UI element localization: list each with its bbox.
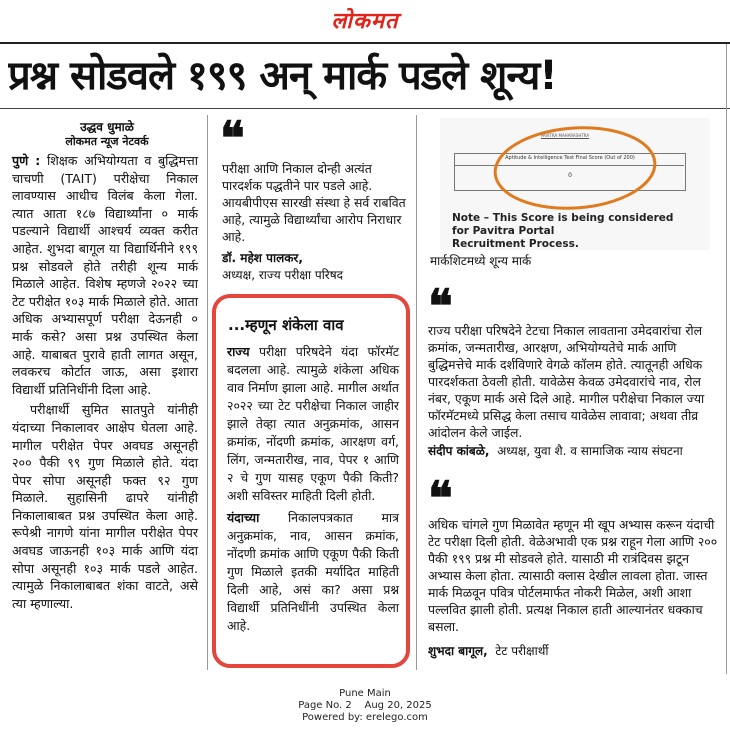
quote-mark-icon: ❝ — [220, 111, 245, 165]
byline-agency: लोकमत न्यूज नेटवर्क — [65, 135, 149, 148]
quote-palkar-name: डॉ. महेश पालकर, — [222, 251, 303, 265]
sidebar-box-para2-lead: यंदाच्या — [227, 510, 260, 525]
column-divider-left — [207, 115, 208, 670]
quote-line: नंबर, एकूण मार्क असे दिले आहे. मागील परीक्षेचा निकाल ज्या — [428, 391, 705, 406]
article-line: पडल्याने विद्यार्थी आश्चर्य व्यक्त करीत — [12, 223, 198, 239]
quote-line: फॉरमॅटमध्ये प्रसिद्ध केला तसाच यावेळेस लावावा; अथवा तीव्र — [428, 408, 699, 423]
article-line: हाती लागत असून, लवकरच कोर्टात — [12, 346, 198, 380]
quote-palkar-text — [222, 160, 410, 245]
article-line: जाऊ, असा इशारा विद्यार्थी प्रतिनिधींनी — [12, 364, 198, 397]
sidebar-box-line: नोंदणी क्रमांक आणि एकूण पैकी — [227, 546, 372, 561]
article-line: यांना मागील परीक्षेत पेपर अवघड — [12, 525, 198, 559]
sidebar-box-line: मागील अर्थात २०२२ च्या टेट — [227, 380, 399, 413]
page-edge-line — [726, 44, 727, 674]
sidebar-box-line: बदलला आहे. त्यामुळे शंकेला — [227, 362, 363, 377]
article-line: यंदाच्या निकालावर आक्षेप घेतला आहे. — [12, 419, 198, 435]
quote-kamble-designation: अध्यक्ष, युवा शै. व सामाजिक न्याय संघटना — [497, 444, 683, 458]
quote-line: रोल क्रमांक, जन्मतारीख, आरक्षण, अभियोग्यतेचे मार्क आणि — [428, 323, 703, 355]
article-left-column — [12, 152, 198, 612]
article-line: शिक्षक अभियोग्यता व बुद्धिमत्ता — [46, 153, 198, 168]
sidebar-box-line: केला आहे. — [227, 600, 399, 633]
marksheet-table-value: 0 — [568, 172, 572, 179]
marksheet-note — [452, 212, 692, 251]
article-line: असूनही १०३ मार्क पडले आहेत. त्यामुळे — [12, 560, 198, 594]
sidebar-box-line: नोंदणी क्रमांक, आरक्षण वर्ग, लिंग, — [227, 434, 399, 467]
sidebar-box-line: किती गुण मिळाले इतकी मर्यादित — [227, 546, 399, 579]
quote-kamble-text — [428, 322, 720, 441]
sidebar-box-line: परीक्षेचा निकाल जाहीर झाले तेव्हा — [227, 398, 399, 431]
marksheet-table-header: Aptitude & Intelligence Test Final Score (Out of 200) — [505, 155, 635, 161]
footer-date: Aug 20, 2025 — [364, 700, 432, 711]
second-paragraph — [12, 401, 198, 612]
lead-paragraph — [12, 152, 198, 398]
article-line: म्हणाल्या. — [30, 595, 74, 611]
sidebar-box-para2 — [227, 509, 399, 635]
sidebar-box-line: अधिक वाव निर्माण झाला आहे. — [227, 362, 399, 395]
sidebar-box-title: ...म्हणून शंकेला वाव — [228, 316, 344, 334]
article-line: प्रश्न सोडवले होते तरीही शून्य मार्क — [12, 258, 198, 274]
quote-bagul-name: शुभदा बागूल, — [428, 644, 488, 658]
quote-line: लावला होता. जास्त मार्क मिळवून पवित्र पोर्टलमार्फत नोकरी — [428, 568, 708, 600]
sidebar-box-line: निकालपत्रकात मात्र — [287, 510, 399, 525]
sidebar-box-line: प्रश्न विद्यार्थी प्रतिनिधींनी उपस्थित — [227, 582, 399, 615]
quote-line: परीक्षा आणि निकाल दोन्ही अत्यंत — [222, 161, 372, 176]
lokmat-logo: लोकमत — [331, 8, 399, 34]
quote-palkar-designation: अध्यक्ष, राज्य परीक्षा परिषद — [222, 268, 344, 282]
article-line: आहेत. शुभदा बागूल या विद्यार्थिनीने १९९ — [12, 240, 198, 256]
footer-page: Page No. 2 — [298, 700, 352, 711]
article-line: मागील परीक्षेत पेपर अवघड असूनही — [12, 437, 198, 453]
sidebar-box-para1 — [227, 343, 399, 505]
sidebar-box-para1-lead: राज्य — [227, 344, 250, 359]
quote-line: आयबीपीएस सारखी संस्था हे सर्व — [222, 195, 370, 210]
quote-line: आंदोलन केले जाईल. — [428, 425, 523, 440]
dateline: पुणे : — [12, 153, 41, 168]
article-line: सुहासिनी ढापरे यांनीही निकालाबाबत — [12, 490, 198, 523]
sidebar-box-para1-lines — [227, 344, 399, 503]
article-line: निकालाबाबत शंका वाटते, असे त्या — [12, 578, 198, 611]
quote-kamble-signature — [428, 443, 720, 460]
article-line: चाचणी (TAIT) परीक्षेचा निकाल — [12, 170, 198, 186]
article-line: मिळाले आहेत. विशेष म्हणजे २०२२ च्या — [12, 276, 198, 292]
article-line: लावण्यास आधीच विलंब केला गेला. — [12, 188, 198, 204]
quote-bagul-signature — [428, 643, 720, 660]
quote-line: पारदर्शकता ठेवली होती. यावेळेस केवळ उमेदवारांचे नाव, रोल — [428, 374, 701, 389]
quote-line: पारदर्शक पद्धतीने पार पडले आहे. — [222, 178, 373, 193]
quote-line: मिळेल, अशी आशा पल्लवित झाली होती. प्रत्यक्ष निकाल — [428, 585, 692, 617]
sidebar-box-text — [227, 343, 399, 635]
quote-line: अधिक चांगले गुण मिळावेत म्हणून मी खूप अभ्यास करून — [428, 517, 683, 532]
quote-line: यंदाची टेट परीक्षा दिली होती. वेळेअभावी एक प्रश्न राहून गेला — [428, 517, 715, 549]
quote-line: आणि २०० पैकी १९९ प्रश्न मी सोडवले होते. यासाठी मी — [428, 534, 718, 566]
sidebar-box-para2-lines — [227, 510, 399, 633]
quote-line: निराधार आहे. — [222, 212, 402, 244]
quote-line: राबवित आहे, त्यामुळे विद्यार्थ्यांचा आरोप — [222, 195, 406, 227]
footer-edition: Pune Main — [339, 688, 391, 699]
sidebar-box-line: चे गुण यासह एकूण पैकी किती? — [240, 470, 399, 485]
headline-rule — [0, 108, 730, 109]
article-line: देऊनही ० मार्क कसे? असा प्रश्न — [12, 311, 198, 344]
footer-powered: Powered by: erelego.com — [302, 712, 428, 723]
lead-lines — [12, 153, 198, 397]
article-line: टेट परीक्षेत १०३ मार्क मिळाले होते. — [12, 293, 171, 309]
marksheet-note-line: Recruitment Process. — [452, 238, 579, 250]
quote-mark-icon: ❝ — [428, 279, 453, 333]
quote-line: रात्रंदिवस झटून अभ्यास केला होता. त्यासाठी क्लास देखील — [428, 551, 689, 583]
quote-line: हाती आल्यानंतर धक्काच बसला. — [428, 602, 703, 634]
article-line: आता अधिक अभ्यासपूर्ण परीक्षा — [12, 293, 198, 327]
article-line: सोपा असूनही फक्त ९२ गुण मिळाले. — [12, 472, 198, 506]
sidebar-box-line: त्यात अनुक्रमांक, आसन क्रमांक, — [227, 416, 399, 449]
quote-bagul-text — [428, 516, 720, 635]
quote-palkar-signature — [222, 250, 410, 284]
article-line: परीक्षार्थी सुमित सातपुते यांनीही — [30, 402, 198, 418]
sidebar-box-line: परीक्षा परिषदेने यंदा फॉरमॅट — [258, 344, 399, 359]
sidebar-box-line: अनुक्रमांक, नाव, आसन क्रमांक, — [227, 528, 399, 543]
quote-bagul-designation: टेट परीक्षार्थी — [495, 644, 549, 658]
marksheet-top-text: PAVITRA MAHARASHTRA — [540, 133, 590, 138]
marksheet-note-line: Note – This Score is being considered for Pavitra Portal — [452, 212, 674, 237]
quote-kamble-name: संदीप कांबळे, — [428, 444, 490, 458]
quote-line: बुद्धिमत्तेचे मार्क दर्शविणारे वेगळे कॉलम होते. त्यातूनही अधिक — [428, 357, 703, 372]
article-line: प्रश्न उपस्थित केला आहे. रूपेश्री नागणे — [12, 507, 198, 541]
page-footer — [0, 688, 730, 724]
headline: प्रश्न सोडवले १९९ अन् मार्क पडले शून्य! — [8, 53, 557, 99]
sidebar-box-line: अशी सविस्तर माहिती दिली होती. — [227, 488, 376, 503]
article-line: त्यात आता १८७ विद्यार्थ्यांना ० मार्क — [12, 205, 198, 221]
quote-line: राज्य परीक्षा परिषदेने टेटचा निकाल लावताना उमेदवारांचा — [428, 323, 682, 338]
byline-author: उद्धव धुमाळे — [80, 120, 134, 134]
masthead-rule — [0, 42, 730, 44]
footer-page-date — [0, 700, 730, 712]
quote-mark-icon: ❝ — [428, 471, 453, 525]
marksheet-caption: मार्कशिटमध्ये शून्य मार्क — [430, 254, 532, 268]
highlight-circle — [490, 122, 660, 214]
article-line: दिला आहे. — [101, 381, 152, 397]
sidebar-box-line: जन्मतारीख, नाव, पेपर १ आणि २ — [227, 452, 399, 485]
article-line: जाऊनही १०३ मार्क आणि यंदा सोपा — [12, 543, 198, 576]
article-line: २०० पैकी ९९ गुण मिळाले होते. यंदा पेपर — [12, 455, 198, 488]
sidebar-box-line: माहिती दिली आहे, असं का? असा — [227, 564, 399, 597]
column-divider-right — [416, 115, 417, 670]
article-line: उपस्थित केला आहे. याबाबत पुरावे — [12, 328, 198, 362]
